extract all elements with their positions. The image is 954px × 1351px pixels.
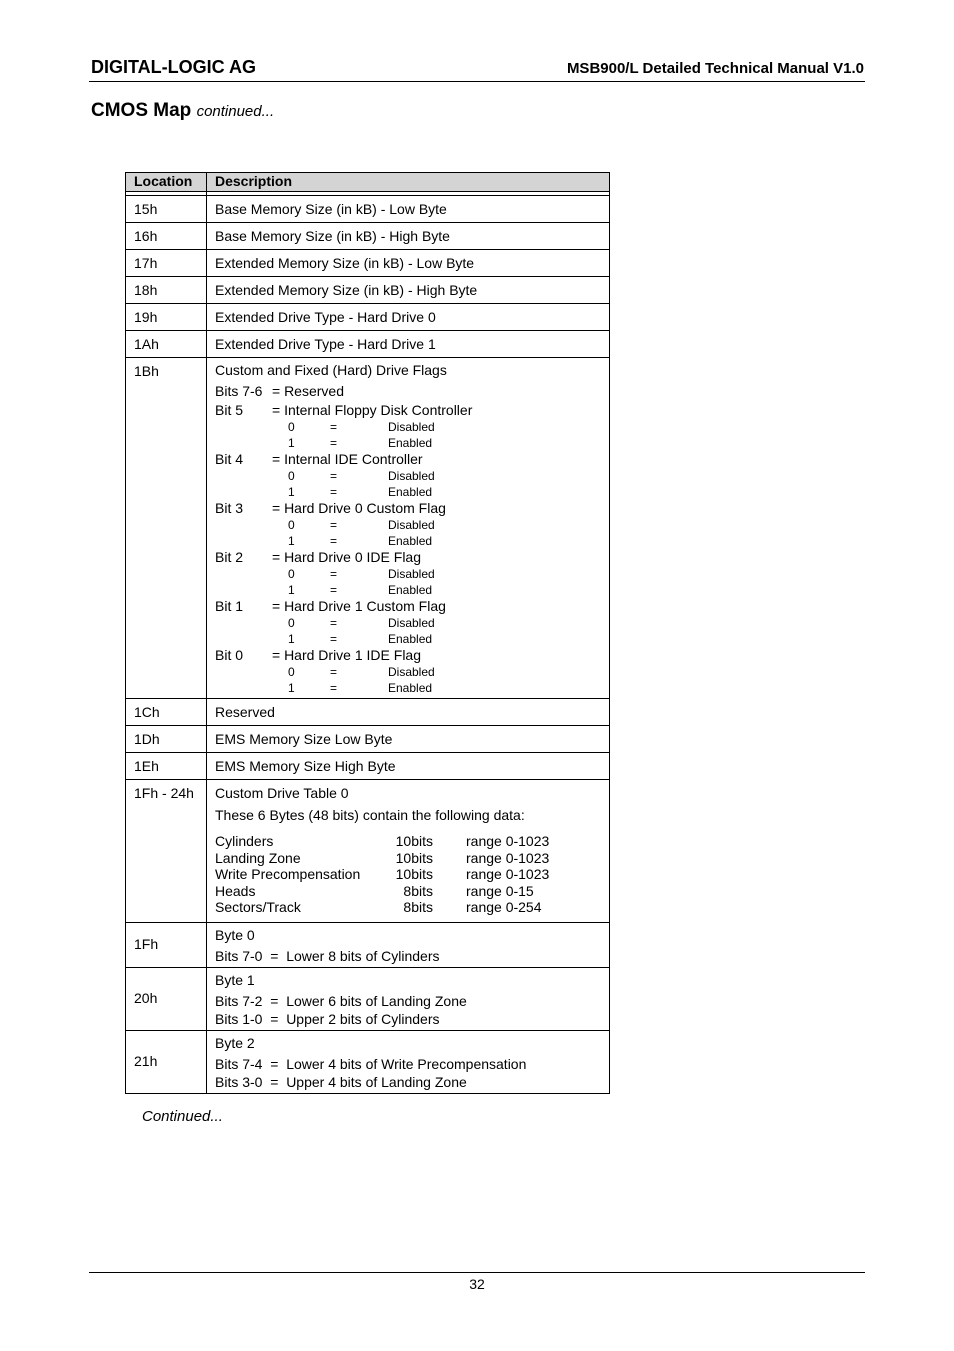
table-row	[126, 223, 610, 250]
footer-rule	[89, 1272, 865, 1273]
field-row: Heads 8bits range 0-15	[215, 882, 534, 899]
table-row	[126, 250, 610, 277]
option-disabled: 0 = Disabled	[288, 567, 435, 581]
option-enabled: 1 = Enabled	[288, 681, 433, 695]
table-row-byte	[126, 967, 610, 1030]
location-cell: 1Fh - 24h	[134, 785, 194, 801]
byte-bits-line: Bits 3-0 = Upper 4 bits of Landing Zone	[215, 1073, 467, 1090]
table-row	[126, 304, 610, 331]
table-row	[126, 196, 610, 223]
option-enabled: 1 = Enabled	[288, 485, 433, 499]
drive-flags-title: Custom and Fixed (Hard) Drive Flags	[215, 362, 447, 378]
section-subtitle: continued...	[196, 103, 275, 120]
field-row: Sectors/Track 8bits range 0-254	[215, 899, 542, 915]
option-disabled: 0 = Disabled	[288, 616, 435, 630]
field-row: Cylinders 10bits range 0-1023	[215, 833, 550, 849]
option-disabled: 0 = Disabled	[288, 420, 435, 434]
location-cell: 1Ah	[134, 336, 159, 352]
bit-line: Bit 0 = Hard Drive 1 IDE Flag	[215, 647, 421, 663]
option-disabled: 0 = Disabled	[288, 665, 435, 679]
option-disabled: 0 = Disabled	[288, 518, 435, 532]
location-cell: 18h	[134, 282, 158, 298]
byte-label: Byte 2	[215, 1034, 255, 1051]
table-row-byte	[126, 1030, 610, 1093]
byte-bits-line: Bits 7-0 = Lower 8 bits of Cylinders	[215, 947, 440, 964]
section-title-text: CMOS Map	[91, 100, 192, 121]
description-cell: Extended Memory Size (in kB) - Low Byte	[215, 255, 475, 271]
description-cell: Extended Memory Size (in kB) - High Byte	[215, 282, 478, 298]
section-title	[91, 100, 274, 122]
location-cell: 15h	[134, 201, 158, 217]
field-row: Write Precompensation 10bits range 0-1023	[215, 866, 550, 882]
col-location-header: Location	[126, 173, 207, 192]
byte-bits-line: Bits 7-4 = Lower 4 bits of Write Precompensation	[215, 1055, 527, 1072]
header-rule	[89, 81, 865, 82]
table-row	[126, 726, 610, 753]
custom-drive-intro: These 6 Bytes (48 bits) contain the following data:	[215, 807, 525, 823]
custom-drive-fields	[215, 833, 601, 916]
company-name: DIGITAL-LOGIC AG	[91, 57, 256, 77]
byte-bits-line: Bits 1-0 = Upper 2 bits of Cylinders	[215, 1010, 440, 1027]
table-row	[126, 753, 610, 780]
description-cell: EMS Memory Size Low Byte	[215, 731, 393, 747]
bit-line: Bit 1 = Hard Drive 1 Custom Flag	[215, 598, 446, 614]
location-cell: 1Dh	[134, 731, 160, 747]
option-enabled: 1 = Enabled	[288, 534, 433, 548]
location-cell: 20h	[134, 990, 158, 1006]
bit-line: Bit 3 = Hard Drive 0 Custom Flag	[215, 500, 446, 516]
byte-label: Byte 0	[215, 926, 255, 943]
bit-line: Bit 4 = Internal IDE Controller	[215, 451, 423, 467]
table-row-custom-drive-table	[126, 780, 610, 923]
bit-line: Bit 5 = Internal Floppy Disk Controller	[215, 402, 473, 418]
location-cell: 19h	[134, 309, 158, 325]
location-cell: 1Eh	[134, 758, 159, 774]
table-row	[126, 699, 610, 726]
description-cell: EMS Memory Size High Byte	[215, 758, 396, 774]
continued-note: Continued...	[142, 1108, 223, 1125]
location-cell: 17h	[134, 255, 158, 271]
option-enabled: 1 = Enabled	[288, 632, 433, 646]
table-header-row	[126, 173, 610, 192]
location-cell: 16h	[134, 228, 158, 244]
bit-line: Bits 7-6 = Reserved	[215, 383, 344, 399]
byte-label: Byte 1	[215, 971, 255, 988]
location-cell: 1Bh	[134, 363, 159, 379]
table-row	[126, 277, 610, 304]
location-cell: 1Fh	[134, 936, 159, 952]
page-number: 32	[469, 1276, 485, 1292]
location-cell: 1Ch	[134, 704, 160, 720]
manual-title: MSB900/L Detailed Technical Manual V1.0	[566, 60, 864, 77]
table-row	[126, 331, 610, 358]
description-cell: Base Memory Size (in kB) - High Byte	[215, 228, 450, 244]
description-cell: Base Memory Size (in kB) - Low Byte	[215, 201, 447, 217]
description-cell: Extended Drive Type - Hard Drive 0	[215, 309, 436, 325]
option-enabled: 1 = Enabled	[288, 436, 433, 450]
option-enabled: 1 = Enabled	[288, 583, 433, 597]
bit-line: Bit 2 = Hard Drive 0 IDE Flag	[215, 549, 421, 565]
table-row-1bh	[126, 358, 610, 699]
option-disabled: 0 = Disabled	[288, 469, 435, 483]
col-description-header: Description	[207, 173, 610, 192]
cmos-map-table	[125, 172, 610, 1094]
description-cell: Reserved	[215, 704, 275, 720]
custom-drive-title: Custom Drive Table 0	[215, 785, 349, 801]
byte-bits-line: Bits 7-2 = Lower 6 bits of Landing Zone	[215, 992, 467, 1009]
description-cell: Extended Drive Type - Hard Drive 1	[215, 336, 436, 352]
field-row: Landing Zone 10bits range 0-1023	[215, 849, 550, 866]
location-cell: 21h	[134, 1053, 158, 1069]
table-row-byte	[126, 922, 610, 967]
